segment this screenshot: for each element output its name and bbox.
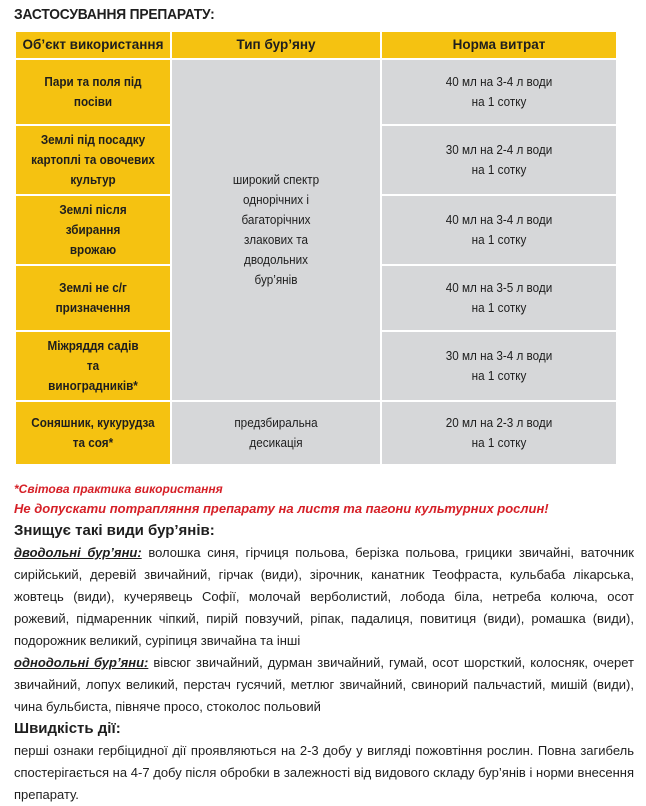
usage-table bbox=[14, 30, 618, 466]
world-practice-note: *Світова практика використання bbox=[14, 482, 223, 496]
header-object: Об’єкт використання bbox=[15, 31, 171, 59]
notes-section bbox=[14, 480, 634, 806]
speed-text: перші ознаки гербіцидної дії проявляються на 2-3 добу у вигляді пожовтіння рослин. Повна загибель спостерігається на 4-7 добу після обробки в залежності від видового складу бур’янів і норми внесення препарату. bbox=[14, 743, 634, 802]
header-consumption-rate: Норма витрат bbox=[381, 31, 617, 59]
header-weed-type: Тип бур’яну bbox=[171, 31, 381, 59]
weed-type-cell: предзбиральна десикація bbox=[171, 401, 381, 465]
object-cell: Пари та поля під посіви bbox=[15, 59, 171, 125]
monocot-text: вівсюг звичайний, дурман звичайний, гумай, осот шорсткий, колосняк, очерет звичайний, лопух великий, перстач гусячий, метлюг звичайний, свинорий пальчастий, мишій (види), чина бульбиста, півняче просо, стоколос польовий bbox=[14, 655, 635, 714]
dicot-paragraph bbox=[14, 542, 634, 652]
norm-cell: 20 мл на 2-3 л води на 1 сотку bbox=[381, 401, 617, 465]
object-cell: Землі після збирання врожаю bbox=[15, 195, 171, 265]
table-row bbox=[15, 59, 617, 125]
section-heading: ЗАСТОСУВАННЯ ПРЕПАРАТУ: bbox=[14, 6, 215, 23]
table-row bbox=[15, 401, 617, 465]
dicot-label: дводольні бур’яни: bbox=[14, 545, 142, 560]
object-cell: Соняшник, кукурудза та соя* bbox=[15, 401, 171, 465]
norm-cell: 40 мл на 3-5 л води на 1 сотку bbox=[381, 265, 617, 331]
weed-type-cell: широкий спектр однорічних і багаторічних злакових та дводольних бур’янів bbox=[171, 59, 381, 401]
monocot-paragraph bbox=[14, 652, 634, 718]
destroys-heading: Знищує такі види бур’янів: bbox=[14, 522, 215, 539]
object-cell: Землі не с/г призначення bbox=[15, 265, 171, 331]
object-cell: Міжряддя садів та виноградників* bbox=[15, 331, 171, 401]
dicot-text: волошка синя, гірчиця польова, берізка польова, грицики звичайні, ваточник сирійський, деревій звичайний, гірчак (види), зірочник, канатник Теофраста, кульбаба лікарська, жовтець (види), кучерявець Софії, молочай верболистий, лобода біла, нетреба колюча, осот рожевий, підмаренник чіпкий, пирій повзучий, ріпак, падалиця, повитиця (види), ромашка (види), подорожник великий, суріпиця звичайна та інші bbox=[14, 545, 634, 648]
norm-cell: 40 мл на 3-4 л води на 1 сотку bbox=[381, 195, 617, 265]
table-header-row bbox=[15, 31, 617, 59]
warning-note: Не допускати потрапляння препарату на листя та пагони культурних рослин! bbox=[14, 501, 549, 516]
object-cell: Землі під посадку картоплі та овочевих культур bbox=[15, 125, 171, 195]
norm-cell: 30 мл на 3-4 л води на 1 сотку bbox=[381, 331, 617, 401]
monocot-label: однодольні бур’яни: bbox=[14, 655, 149, 670]
norm-cell: 40 мл на 3-4 л води на 1 сотку bbox=[381, 59, 617, 125]
norm-cell: 30 мл на 2-4 л води на 1 сотку bbox=[381, 125, 617, 195]
speed-heading: Швидкість дії: bbox=[14, 720, 121, 737]
